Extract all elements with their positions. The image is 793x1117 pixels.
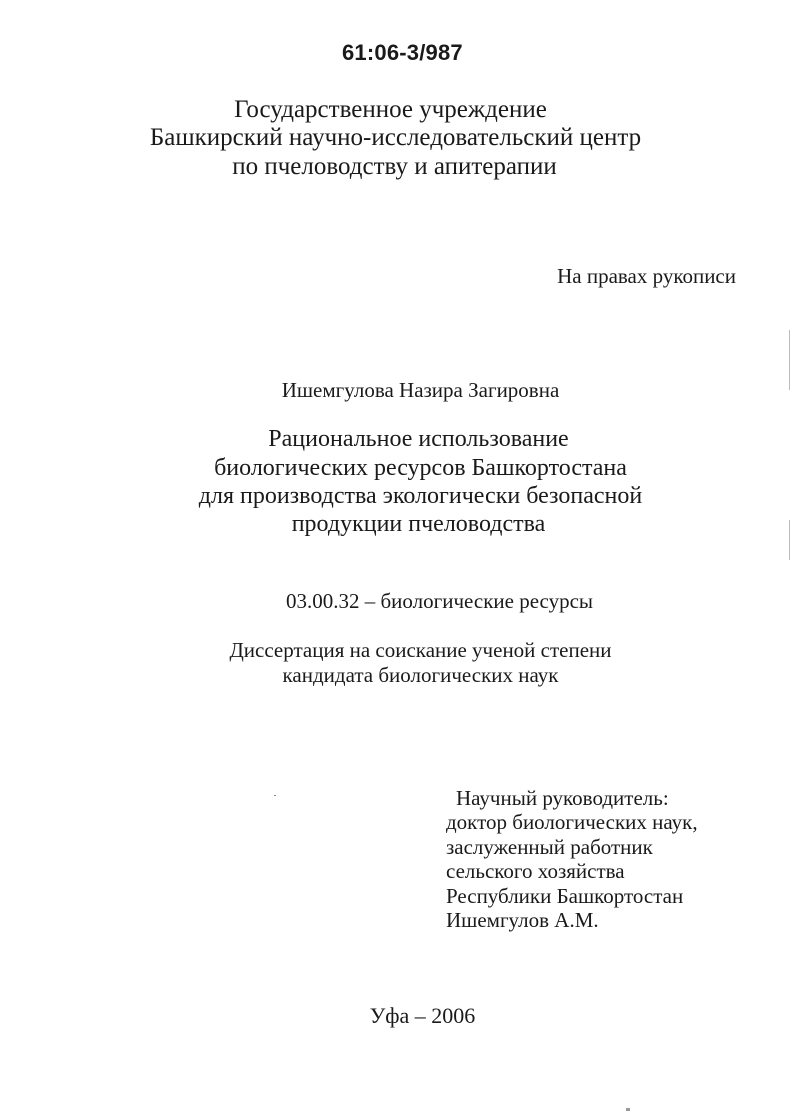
dissertation-line-1: Диссертация на соискание ученой степени [229,638,612,662]
scan-speck [626,1108,630,1111]
institution-line-2: Башкирский научно-исследовательский центр [149,124,642,151]
advisor-title-line-2: сельского хозяйства [446,859,625,883]
registry-number: 61:06-3/987 [342,40,463,65]
specialty-code: 03.00.32 – биологические ресурсы [286,589,594,613]
advisor-name: Ишемгулов А.М. [446,908,599,932]
rights-notice: На правах рукописи [557,264,736,288]
scan-edge-mark [789,330,790,390]
title-line-2: биологических ресурсов Башкортостана [214,455,627,481]
scan-speck [274,795,276,796]
author-name: Ишемгулова Назира Загировна [281,378,560,402]
title-line-4: продукции пчеловодства [291,511,546,537]
scan-edge-mark [789,520,790,560]
institution-line-3: по пчеловодству и апитерапии [232,153,557,180]
title-line-1: Рациональное использование [268,426,569,452]
advisor-heading: Научный руководитель: [456,786,669,810]
city-year: Уфа – 2006 [369,1003,476,1028]
advisor-title-line-3: Республики Башкортостан [446,884,684,908]
advisor-title-line-1: заслуженный работник [446,835,653,859]
institution-line-1: Государственное учреждение [234,96,547,123]
dissertation-line-2: кандидата биологических наук [282,663,559,687]
title-line-3: для производства экологически безопасной [198,483,643,509]
advisor-degree: доктор биологических наук, [446,810,698,834]
